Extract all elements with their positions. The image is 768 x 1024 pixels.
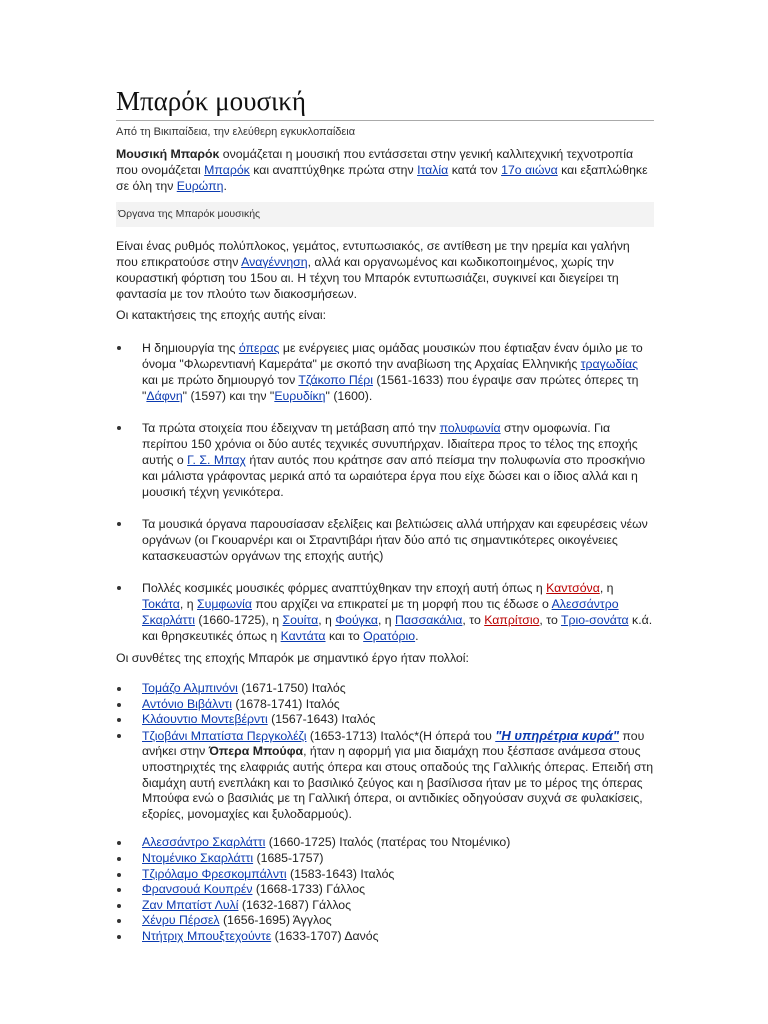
composers-list-2 <box>116 835 654 944</box>
text: κ.ά. και θρησκευτικές όπως η <box>142 613 653 643</box>
page-title: Μπαρόκ μουσική <box>116 86 307 116</box>
link-symphony[interactable]: Συμφωνία <box>197 597 252 611</box>
list-item <box>116 340 654 404</box>
link-composer[interactable]: Χένρυ Πέρσελ <box>142 913 220 928</box>
text: , το <box>462 613 485 627</box>
link-tragedy[interactable]: τραγωδίας <box>580 357 639 371</box>
text: στην ομοφωνία. Για περίπου 150 χρόνια οι δύο αυτές τεχνικές συνυπήρχαν. Ιδιαίτερα προς το τέλος της εποχής αυτής ο <box>142 421 638 467</box>
text: " (1600). <box>325 389 373 403</box>
text: (1632-1687) Γάλλος <box>238 897 352 912</box>
link-la-serva-padrona[interactable]: "Η υπηρέτρια κυρά" <box>495 727 619 743</box>
list-item <box>116 697 654 713</box>
link-17th-century[interactable]: 17ο αιώνα <box>501 163 558 177</box>
text: ονομάζεται η μουσική που εντάσσεται στην γενική καλλιτεχνική τεχνοτροπία που ονομάζεται <box>116 147 634 177</box>
link-trio-sonata[interactable]: Τριο-σονάτα <box>560 613 629 627</box>
composers-intro: Οι συνθέτες της εποχής Μπαρόκ με σημαντικό έργο ήταν πολλοί: <box>116 651 469 665</box>
list-item <box>116 516 654 564</box>
link-jacopo-peri[interactable]: Τζάκοπο Πέρι <box>298 373 373 387</box>
link-capriccio[interactable]: Καπρίτσιο <box>484 613 540 627</box>
link-composer[interactable]: Ζαν Μπατίστ Λυλί <box>142 897 239 912</box>
text: με ενέργειες μιας ομάδας μουσικών που έφτιαξαν έναν όμιλο με το όνομα "Φλωρεντιανή Καμεράτα" με σκοπό την αναβίωση της Αρχαίας Ελληνικής <box>142 341 643 371</box>
image-caption: Όργανα της Μπαρόκ μουσικής <box>116 202 654 227</box>
list-item <box>116 898 654 914</box>
bold-opera-buffa: Όπερα Μπούφα <box>208 744 304 759</box>
text: Τα πρώτα στοιχεία που έδειχναν τη μετάβαση από την <box>142 421 440 435</box>
description-paragraph <box>116 238 654 302</box>
link-europe[interactable]: Ευρώπη <box>176 179 224 193</box>
text: , η <box>318 613 336 627</box>
list-item <box>116 420 654 500</box>
link-cantata[interactable]: Καντάτα <box>280 629 326 643</box>
link-alessandro-scarlatti[interactable]: Αλεσσάντρο Σκαρλάττι <box>142 597 619 627</box>
link-dafne[interactable]: Δάφνη <box>146 389 183 403</box>
text: που ανήκει στην <box>142 728 645 759</box>
text: (1660-1725), η <box>195 613 283 627</box>
text: Πολλές κοσμικές μουσικές φόρμες αναπτύχθηκαν την εποχή αυτή όπως η <box>142 581 547 595</box>
composers-list <box>116 681 654 822</box>
link-opera[interactable]: όπερας <box>238 341 280 355</box>
text: (1653-1713) Ιταλός*(Η όπερά του <box>306 728 496 743</box>
link-euridice[interactable]: Ευρυδίκη <box>274 389 326 403</box>
text: ήταν αυτός που κράτησε σαν από πείσμα την πολυφωνία στο προσκήνιο και μάλιστα γράφοντας μερικά από τα ωραιότερα έργα που είχε δώσει και ο ίδιος αλλά και η μουσική τέχνη γενικότερα. <box>142 453 646 499</box>
title-divider <box>116 120 654 121</box>
text: (1633-1707) Δανός <box>271 928 379 943</box>
text: " (1597) και την " <box>182 389 275 403</box>
text: Τα μουσικά όργανα παρουσίασαν εξελίξεις και βελτιώσεις αλλά υπήρχαν και εφευρέσεις νέων οργάνων (οι Γκουαρνέρι και οι Στραντιβάρι ήταν δύο από τις σημαντικότερες οικογένειες κατασκευαστών οργάνων της εποχής αυτής) <box>142 517 648 563</box>
link-composer[interactable]: Φρανσουά Κουπρέν <box>142 882 253 897</box>
intro-paragraph <box>116 146 654 194</box>
link-toccata[interactable]: Τοκάτα <box>142 597 180 611</box>
text: κατά τον <box>448 163 502 177</box>
link-composer[interactable]: Κλάουντιο Μοντεβέρντι <box>142 712 268 727</box>
link-canzona[interactable]: Καντσόνα <box>546 581 600 595</box>
text: (1668-1733) Γάλλος <box>252 882 366 897</box>
link-oratorio[interactable]: Ορατόριο <box>363 629 416 643</box>
text: και το <box>325 629 364 643</box>
link-suite[interactable]: Σουίτα <box>282 613 319 627</box>
list-item <box>116 929 654 945</box>
text: Είναι ένας ρυθμός πολύπλοκος, γεμάτος, εντυπωσιακός, σε αντίθεση με την ηρεμία και γαλήνη που επικρατούσε στην <box>116 239 630 269</box>
link-fugue[interactable]: Φούγκα <box>335 613 378 627</box>
list-item <box>116 712 654 728</box>
link-bach[interactable]: Γ. Σ. Μπαχ <box>187 453 246 467</box>
text: , η <box>179 597 197 611</box>
text: . <box>415 629 419 643</box>
text: (1685-1757) <box>253 850 324 865</box>
site-subtitle: Από τη Βικιπαίδεια, την ελεύθερη εγκυκλοπαίδεια <box>116 126 356 138</box>
link-passacaglia[interactable]: Πασσακάλια <box>395 613 463 627</box>
link-composer[interactable]: Αντόνιο Βιβάλντι <box>142 696 232 711</box>
text: , η <box>599 581 614 595</box>
text: (1678-1741) Ιταλός <box>231 696 340 711</box>
text: και με πρώτο δημιουργό τον <box>142 373 299 387</box>
text: (1583-1643) Ιταλός <box>286 866 395 881</box>
list-item <box>116 851 654 867</box>
text: (1671-1750) Ιταλός <box>237 681 346 695</box>
list-item <box>116 867 654 883</box>
text: και αναπτύχθηκε πρώτα στην <box>249 163 418 177</box>
text: , ήταν η αφορμή για μια διαμάχη που ξέσπασε ανάμεσα στους υποστηριχτές της ελαφριάς αυτής όπερα και στους οπαδούς της Γαλλικής όπερας. Επειδή στη διαμάχη αυτή ενεπλάκη και το βασιλικό ζεύγος και η βασίλισσα ήταν με το μέρος της όπερας Μπούφα ενώ ο βασιλιάς με τη Γαλλική όπερα, οι αντιδικίες οδηγούσαν συχνά σε φυλακίσεις, εξορίες, μονομαχίες και ξυλοδαρμούς). <box>142 744 654 821</box>
intro-bold-term: Μουσική Μπαρόκ <box>116 147 220 161</box>
link-composer[interactable]: Αλεσσάντρο Σκαρλάττι <box>142 835 266 850</box>
text: , αλλά και οργανωμένος και κωδικοποιημένος, χωρίς την κουραστική φόρτιση του 15ου αι. Η τέχνη του Μπαρόκ εντυπωσιάζει, συγκινεί και διεγείρει τη φαντασία με τον πλούτο των διακοσμήσεων. <box>116 255 619 301</box>
achievements-intro: Οι κατακτήσεις της εποχής αυτής είναι: <box>116 308 327 322</box>
text: , το <box>539 613 561 627</box>
text: Η δημιουργία της <box>142 341 239 355</box>
text: που αρχίζει να επικρατεί με τη μορφή που τις έδωσε ο <box>251 597 552 611</box>
link-composer[interactable]: Ντομένικο Σκαρλάττι <box>142 850 254 865</box>
text: (1656-1695) Άγγλος <box>219 913 332 928</box>
text: , η <box>377 613 396 627</box>
list-item <box>116 681 654 697</box>
link-composer[interactable]: Τζιρόλαμο Φρεσκομπάλντι <box>142 866 287 881</box>
achievements-list <box>116 340 654 644</box>
text: (1561-1633) που έγραψε σαν πρώτες όπερες τη " <box>142 373 639 403</box>
link-polyphony[interactable]: πολυφωνία <box>439 421 501 435</box>
link-composer[interactable]: Ντήτριχ Μπουξτεχούντε <box>142 928 272 943</box>
list-item <box>116 835 654 851</box>
list-item <box>116 580 654 644</box>
text: και εξαπλώθηκε σε όλη την <box>116 163 648 193</box>
link-baroque[interactable]: Μπαρόκ <box>204 163 250 177</box>
link-composer[interactable]: Τζιοβάνι Μπατίστα Περγκολέζι <box>142 728 307 743</box>
link-composer[interactable]: Τομάζο Αλμπινόνι <box>142 681 238 695</box>
list-item <box>116 882 654 898</box>
list-item <box>116 728 654 823</box>
text: . <box>223 179 227 193</box>
text: (1660-1725) Ιταλός (πατέρας του Ντομένικο) <box>265 835 511 850</box>
link-renaissance[interactable]: Αναγέννηση <box>241 255 308 269</box>
link-italy[interactable]: Ιταλία <box>417 163 449 177</box>
text: (1567-1643) Ιταλός <box>267 712 376 727</box>
list-item <box>116 913 654 929</box>
